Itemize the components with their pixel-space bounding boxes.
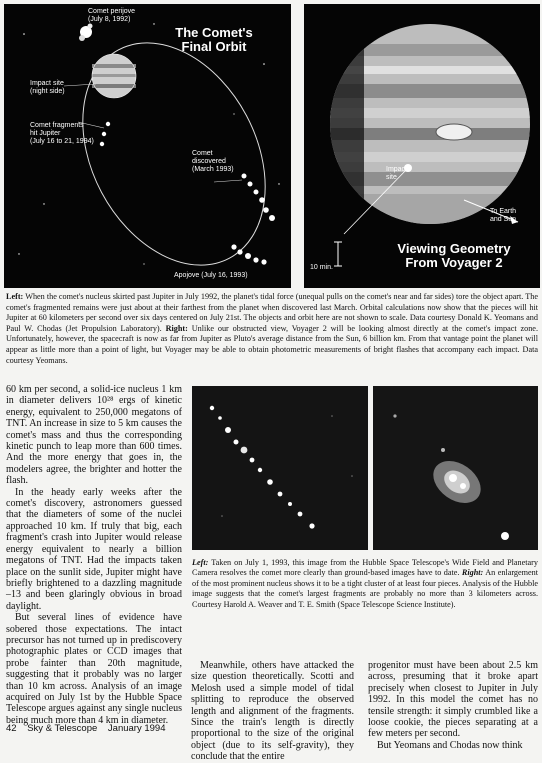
- figure-caption-top: [6, 292, 538, 366]
- col3-paragraph-2: But Yeomans and Chodas now think: [377, 739, 523, 751]
- label-fragments: Comet fragments hit Jupiter (July 16 to 21, 1994): [30, 122, 94, 145]
- hubble-image-nucleus-enlargement: [373, 386, 538, 550]
- col1-paragraph-3: But several lines of evidence have sobered those expectations. The intact precursor has not turned up in prediscovery photographic plates or CCD images that probe fainter than 20th magnitude, suggesting that it probably was no larger than 10 km across. Analysis of an image acquired on July 1st by the Hubble Space Telescope argues against any single nucleus being much more than 4 km in diameter.: [6, 612, 182, 726]
- col1-paragraph-1: 60 km per second, a solid-ice nucleus 1 km in diameter delivers 10²⁸ ergs of kinetic energy, equivalent to 250,000 megatons of TNT. An increase in size to 5 km causes the comet's mass and thus the corresponding kinetic punch to leap more than 600 times. And the more energy that goes in, the modelers agree, the brighter and hotter the flash.: [6, 384, 182, 487]
- magazine-name: Sky & Telescope: [27, 723, 98, 734]
- comet-orbit-figure: [4, 4, 291, 288]
- caption-left-text: When the comet's nucleus skirted past Jupiter in July 1992, the planet's tidal force (unequal pulls on the comet's near and far sides) tore the object apart. The comet's fragmented remains were just about at their farthest from the planet when discovered last March. Orbital calculations now show that the pieces will hit Jupiter at 60 kilometers per second over six days centered on July 21st. The objects and orbit here are not shown to scale. Data courtesy Donald K. Yeomans and Paul W. Chodas (Jet Propulsion Laboratory).: [6, 292, 538, 333]
- left-figure-title: The Comet's Final Orbit: [175, 25, 253, 54]
- caption-mid-right-text: An enlargement of the most prominent nucleus shows it to be a tight cluster of at least four pieces. Analysis of the Hubble image suggests that the comet's largest fragments are probably no more than 3 kilometers across. Courtesy Harold A. Weaver and T. E. Smith (Space Telescope Science Institute).: [192, 568, 539, 609]
- col2-paragraph-1: Meanwhile, others have attacked the size question theoretically. Scotti and Melosh used a simple model of tidal splitting to reproduce the observed length and alignment of the fragments. Since the train's length is directly proportional to the size of the original object (due to its self-gravity), they conclude that the entire: [191, 660, 354, 763]
- label-scale: 10 min.: [310, 264, 333, 271]
- voyager-geometry-figure: [304, 4, 540, 288]
- col3-paragraph-1: progenitor must have been about 2.5 km across, presuming that it broke apart precisely when closest to Jupiter in July 1992. In this model the comet has no tensile strength: it simply crumbled like a loose cookie, the pieces separating at a few meters per second.: [368, 660, 538, 740]
- label-to-earth: To Earth and Sun: [490, 208, 517, 223]
- col1-paragraph-2: In the heady early weeks after the comet's discovery, astronomers guessed that the diameters of some of the nuclei approached 10 km. If truly that big, each fragment's crash into Jupiter would release energy equivalent to nearly a billion megatons of TNT. Had the impacts taken place on the sunlit side, Jupiter might have briefly brightened to a dazzling magnitude –13 and been glaringly obvious in broad daylight.: [6, 486, 182, 612]
- label-impact-site-right: Impact site: [386, 166, 408, 181]
- label-apojove: Apojove (July 16, 1993): [174, 272, 248, 279]
- comet-fragments: [100, 122, 275, 265]
- caption-mid-left-tag: Left:: [192, 558, 209, 567]
- label-discovered: Comet discovered (March 1993): [192, 150, 234, 173]
- jupiter-planet: [92, 54, 136, 98]
- label-impact-site: Impact site (night side): [30, 80, 65, 95]
- jupiter-disk: [324, 19, 540, 239]
- figure-caption-hubble: [192, 558, 538, 610]
- page-footer: [6, 723, 174, 734]
- label-perijove: Comet perijove (July 8, 1992): [88, 8, 136, 23]
- body-column-2: [191, 660, 354, 763]
- page-number: 42: [6, 723, 17, 734]
- body-column-1: [6, 384, 182, 726]
- issue-date: January 1994: [107, 723, 166, 734]
- caption-right-tag: Right:: [165, 323, 188, 333]
- hubble-image-fragment-train: [192, 386, 368, 550]
- right-figure-title: Viewing Geometry From Voyager 2: [397, 241, 511, 270]
- caption-left-tag: Left:: [6, 292, 24, 301]
- caption-mid-left-text: Taken on July 1, 1993, this image from the Hubble Space Telescope's Wide Field and Planetary Camera resolves the comet more clearly than ground-based images have to date.: [192, 558, 538, 578]
- body-column-3: [368, 660, 538, 751]
- great-red-spot: [436, 124, 472, 140]
- comet-perijove-marker: [79, 24, 93, 42]
- caption-right-text: Unlike our obstructed view, Voyager 2 will be looking almost directly at the comet's impact zone. Unfortunately, however, the spacecraft is now as far from Jupiter as Pluto's average distance from the Sun, 6 billion km. From that vantage point the planet will appear as little more than a point of light, but Voyager may be able to obtain photometric measurements of bright flashes that accompany each impact. Data courtesy Yeomans.: [6, 323, 538, 365]
- caption-mid-right-tag: Right:: [461, 568, 484, 578]
